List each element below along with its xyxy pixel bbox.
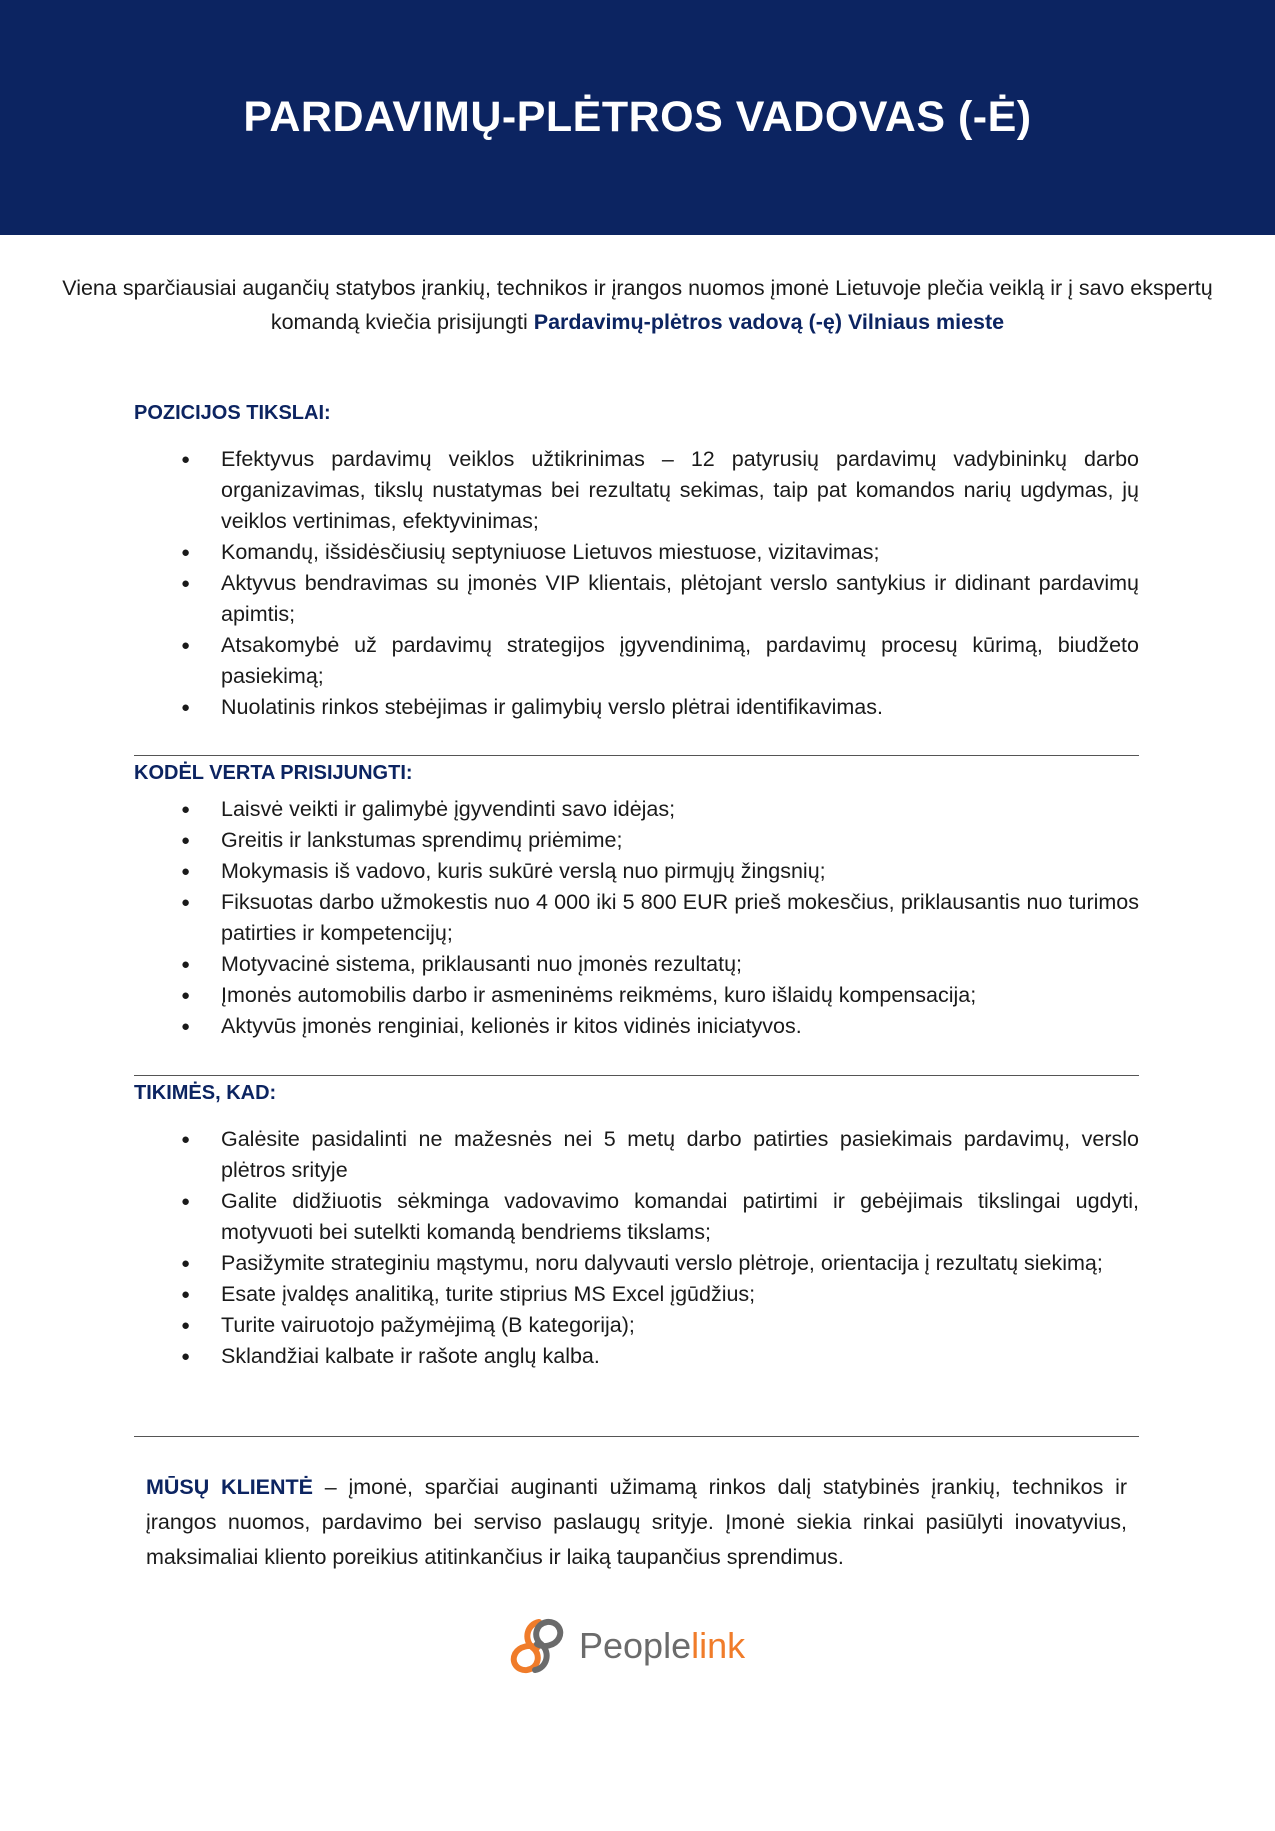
list-item: ● Efektyvus pardavimų veiklos užtikrinimas – 12 patyrusių pardavimų vadybininkų darbo organizavimas, tikslų nustatymas bei rezultatų sekimas, taip pat komandos narių ugdymas, jų veiklos vertinimas, efektyvinimas; bbox=[134, 444, 1139, 537]
section-heading: POZICIJOS TIKSLAI: bbox=[134, 402, 331, 424]
peoplelink-logo-icon bbox=[505, 1614, 569, 1678]
list-item: ● Greitis ir lankstumas sprendimų priėmime; bbox=[134, 825, 1139, 856]
logo-wordmark-people: People bbox=[579, 1625, 692, 1666]
list-item: ● Motyvacinė sistema, priklausanti nuo įmonės rezultatų; bbox=[134, 949, 1139, 980]
intro-highlight: Pardavimų-plėtros vadovą (-ę) Vilniaus mieste bbox=[533, 310, 1005, 334]
list-item: ● Esate įvaldęs analitiką, turite stiprius MS Excel įgūdžius; bbox=[134, 1279, 1139, 1310]
list-item: ● Atsakomybė už pardavimų strategijos įgyvendinimą, pardavimų procesų kūrimą, biudžeto pasiekimą; bbox=[134, 630, 1139, 692]
client-text: – įmonė, sparčiai auginanti užimamą rinkos dalį statybinės įrankių, technikos ir įrangos nuomos, pardavimo bei serviso paslaugų srityje. Įmonė siekia rinkai pasiūlyti inovatyvius, maksimaliai kliento poreikius atitinkančius ir laiką taupančius sprendimus. bbox=[146, 1475, 1128, 1569]
list-item: ● Įmonės automobilis darbo ir asmeninėms reikmėms, kuro išlaidų kompensacija; bbox=[134, 980, 1139, 1011]
page-title: PARDAVIMŲ-PLĖTROS VADOVAS (-Ė) bbox=[243, 93, 1032, 141]
section-expectations bbox=[134, 1078, 1139, 1372]
list-item: ● Aktyvus bendravimas su įmonės VIP klientais, plėtojant verslo santykius ir didinant pardavimų apimtis; bbox=[134, 568, 1139, 630]
list-item: ● Mokymasis iš vadovo, kuris sukūrė verslą nuo pirmųjų žingsnių; bbox=[134, 856, 1139, 887]
logo-wordmark bbox=[579, 1625, 745, 1667]
client-label: MŪSŲ KLIENTĖ bbox=[146, 1475, 314, 1499]
list-item: ● Nuolatinis rinkos stebėjimas ir galimybių verslo plėtrai identifikavimas. bbox=[134, 692, 1139, 723]
goals-list bbox=[134, 444, 1139, 723]
benefits-list bbox=[134, 794, 1139, 1042]
expectations-list bbox=[134, 1124, 1139, 1372]
list-item: ● Galėsite pasidalinti ne mažesnės nei 5 metų darbo patirties pasiekimais pardavimų, verslo plėtros srityje bbox=[134, 1124, 1139, 1186]
title-banner bbox=[0, 0, 1275, 235]
intro-paragraph bbox=[60, 271, 1215, 339]
section-benefits bbox=[134, 758, 1139, 1042]
section-goals bbox=[134, 398, 1139, 723]
list-item: ● Galite didžiuotis sėkminga vadovavimo komandai patirtimi ir gebėjimais tikslingai ugdyti, motyvuoti bei sutelkti komandą bendriems tikslams; bbox=[134, 1186, 1139, 1248]
list-item: ● Fiksuotas darbo užmokestis nuo 4 000 iki 5 800 EUR prieš mokesčius, priklausantis nuo turimos patirties ir kompetencijų; bbox=[134, 887, 1139, 949]
list-item: ● Aktyvūs įmonės renginiai, kelionės ir kitos vidinės iniciatyvos. bbox=[134, 1011, 1139, 1042]
peoplelink-logo bbox=[505, 1614, 745, 1678]
client-paragraph bbox=[146, 1470, 1127, 1575]
list-item: ● Komandų, išsidėsčiusių septyniuose Lietuvos miestuose, vizitavimas; bbox=[134, 537, 1139, 568]
list-item: ● Pasižymite strateginiu mąstymu, noru dalyvauti verslo plėtroje, orientacija į rezultatų siekimą; bbox=[134, 1248, 1139, 1279]
section-divider bbox=[134, 1436, 1139, 1437]
section-heading: KODĖL VERTA PRISIJUNGTI: bbox=[134, 762, 413, 784]
section-heading: TIKIMĖS, KAD: bbox=[134, 1082, 277, 1104]
section-divider bbox=[134, 1075, 1139, 1076]
list-item: ● Laisvė veikti ir galimybė įgyvendinti savo idėjas; bbox=[134, 794, 1139, 825]
list-item: ● Sklandžiai kalbate ir rašote anglų kalba. bbox=[134, 1341, 1139, 1372]
section-divider bbox=[134, 755, 1139, 756]
list-item: ● Turite vairuotojo pažymėjimą (B kategorija); bbox=[134, 1310, 1139, 1341]
intro-text: Viena sparčiausiai augančių statybos įrankių, technikos ir įrangos nuomos įmonė Lietuvoje plečia veiklą ir į savo ekspertų komandą kviečia prisijungti bbox=[62, 276, 1213, 334]
logo-wordmark-link: link bbox=[691, 1625, 746, 1666]
